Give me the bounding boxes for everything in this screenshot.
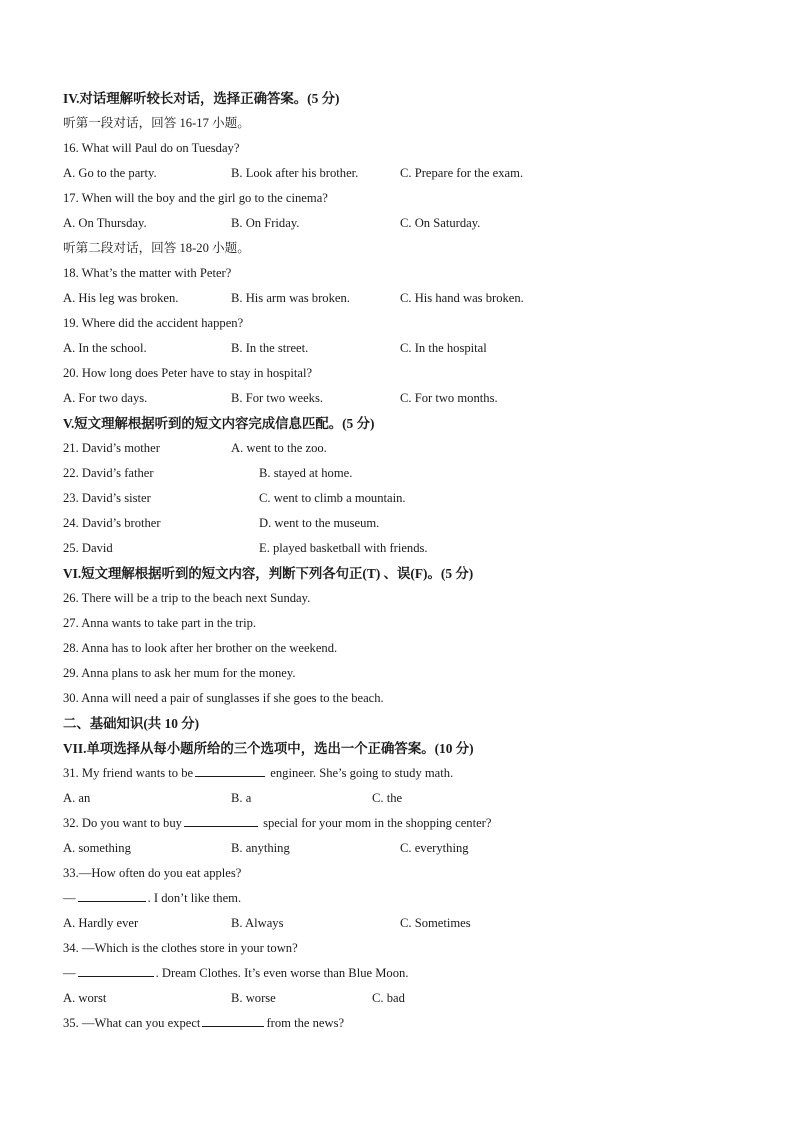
question-17-options bbox=[63, 211, 754, 236]
match-left: 23. David’s sister bbox=[63, 491, 151, 505]
option-b[interactable]: B. a bbox=[231, 791, 252, 805]
answer-blank[interactable] bbox=[184, 812, 258, 827]
question-33-options bbox=[63, 911, 754, 936]
match-row bbox=[63, 511, 754, 536]
option-b[interactable]: B. In the street. bbox=[231, 341, 309, 355]
question-18-options bbox=[63, 286, 754, 311]
section-heading-v: V.短文理解根据听到的短文内容完成信息匹配。(5 分) bbox=[63, 416, 375, 431]
option-c[interactable]: C. Prepare for the exam. bbox=[400, 166, 524, 180]
match-right: D. went to the museum. bbox=[259, 516, 380, 530]
answer-blank[interactable] bbox=[78, 962, 154, 977]
option-a[interactable]: A. His leg was broken. bbox=[63, 291, 179, 305]
option-c[interactable]: C. For two months. bbox=[400, 391, 498, 405]
question-34-reply bbox=[63, 961, 754, 986]
option-a[interactable]: A. something bbox=[63, 841, 131, 855]
stem-text: 32. Do you want to buy bbox=[63, 816, 182, 830]
option-c[interactable]: C. On Saturday. bbox=[400, 216, 481, 230]
option-c[interactable]: C. everything bbox=[400, 841, 469, 855]
match-right: B. stayed at home. bbox=[259, 466, 353, 480]
match-row bbox=[63, 536, 754, 561]
answer-blank[interactable] bbox=[202, 1012, 264, 1027]
answer-blank[interactable] bbox=[195, 762, 265, 777]
question-31-options bbox=[63, 786, 754, 811]
answer-blank[interactable] bbox=[78, 887, 146, 902]
stem-text: — bbox=[63, 966, 76, 980]
tf-item: 29. Anna plans to ask her mum for the money. bbox=[63, 666, 296, 680]
section-heading-vii: VII.单项选择从每小题所给的三个选项中，选出一个正确答案。(10 分) bbox=[63, 741, 474, 756]
option-b[interactable]: B. Look after his brother. bbox=[231, 166, 359, 180]
option-a[interactable]: A. worst bbox=[63, 991, 107, 1005]
question-16-options bbox=[63, 161, 754, 186]
option-a[interactable]: A. Hardly ever bbox=[63, 916, 139, 930]
tf-item: 27. Anna wants to take part in the trip. bbox=[63, 616, 257, 630]
section-heading-vi: VI.短文理解根据听到的短文内容，判断下列各句正(T) 、误(F)。(5 分) bbox=[63, 566, 474, 581]
option-b[interactable]: B. anything bbox=[231, 841, 290, 855]
question-20-options bbox=[63, 386, 754, 411]
question-34-stem: 34. —Which is the clothes store in your town? bbox=[63, 941, 298, 955]
option-c[interactable]: C. In the hospital bbox=[400, 341, 487, 355]
option-a[interactable]: A. In the school. bbox=[63, 341, 147, 355]
match-right: A. went to the zoo. bbox=[231, 441, 327, 455]
stem-text: 31. My friend wants to be bbox=[63, 766, 194, 780]
option-b[interactable]: B. His arm was broken. bbox=[231, 291, 350, 305]
question-20-stem: 20. How long does Peter have to stay in hospital? bbox=[63, 366, 313, 380]
match-right: E. played basketball with friends. bbox=[259, 541, 428, 555]
option-b[interactable]: B. worse bbox=[231, 991, 276, 1005]
stem-text: . Dream Clothes. It’s even worse than Blue Moon. bbox=[155, 966, 409, 980]
option-b[interactable]: B. For two weeks. bbox=[231, 391, 323, 405]
question-18-stem: 18. What’s the matter with Peter? bbox=[63, 266, 232, 280]
question-32-stem bbox=[63, 811, 754, 836]
stem-text: 35. —What can you expect bbox=[63, 1016, 201, 1030]
part-heading-2: 二、基础知识(共 10 分) bbox=[63, 716, 200, 731]
stem-text: . I don’t like them. bbox=[147, 891, 242, 905]
section-heading-iv: IV.对话理解听较长对话，选择正确答案。(5 分) bbox=[63, 91, 340, 106]
option-a[interactable]: A. an bbox=[63, 791, 91, 805]
option-b[interactable]: B. Always bbox=[231, 916, 284, 930]
match-left: 21. David’s mother bbox=[63, 441, 160, 455]
question-35-stem bbox=[63, 1011, 754, 1036]
tf-item: 26. There will be a trip to the beach next Sunday. bbox=[63, 591, 311, 605]
question-31-stem bbox=[63, 761, 754, 786]
option-c[interactable]: C. His hand was broken. bbox=[400, 291, 524, 305]
match-left: 22. David’s father bbox=[63, 466, 154, 480]
option-b[interactable]: B. On Friday. bbox=[231, 216, 300, 230]
match-row bbox=[63, 461, 754, 486]
stem-text: from the news? bbox=[266, 1016, 345, 1030]
dialogue-1-intro: 听第一段对话，回答 16-17 小题。 bbox=[63, 116, 250, 130]
stem-text: engineer. She’s going to study math. bbox=[267, 766, 454, 780]
question-19-options bbox=[63, 336, 754, 361]
option-c[interactable]: C. Sometimes bbox=[400, 916, 471, 930]
question-16-stem: 16. What will Paul do on Tuesday? bbox=[63, 141, 240, 155]
option-a[interactable]: A. For two days. bbox=[63, 391, 148, 405]
tf-item: 30. Anna will need a pair of sunglasses if she goes to the beach. bbox=[63, 691, 384, 705]
question-17-stem: 17. When will the boy and the girl go to the cinema? bbox=[63, 191, 328, 205]
stem-text: — bbox=[63, 891, 76, 905]
option-c[interactable]: C. the bbox=[372, 791, 403, 805]
dialogue-2-intro: 听第二段对话，回答 18-20 小题。 bbox=[63, 241, 250, 255]
match-row bbox=[63, 436, 754, 461]
option-a[interactable]: A. On Thursday. bbox=[63, 216, 147, 230]
stem-text: special for your mom in the shopping center? bbox=[259, 816, 492, 830]
question-33-reply bbox=[63, 886, 754, 911]
tf-item: 28. Anna has to look after her brother on the weekend. bbox=[63, 641, 338, 655]
question-32-options bbox=[63, 836, 754, 861]
match-left: 25. David bbox=[63, 541, 113, 555]
question-34-options bbox=[63, 986, 754, 1011]
option-a[interactable]: A. Go to the party. bbox=[63, 166, 157, 180]
question-33-stem: 33.—How often do you eat apples? bbox=[63, 866, 242, 880]
match-row bbox=[63, 486, 754, 511]
option-c[interactable]: C. bad bbox=[372, 991, 405, 1005]
match-left: 24. David’s brother bbox=[63, 516, 161, 530]
match-right: C. went to climb a mountain. bbox=[259, 491, 406, 505]
question-19-stem: 19. Where did the accident happen? bbox=[63, 316, 244, 330]
